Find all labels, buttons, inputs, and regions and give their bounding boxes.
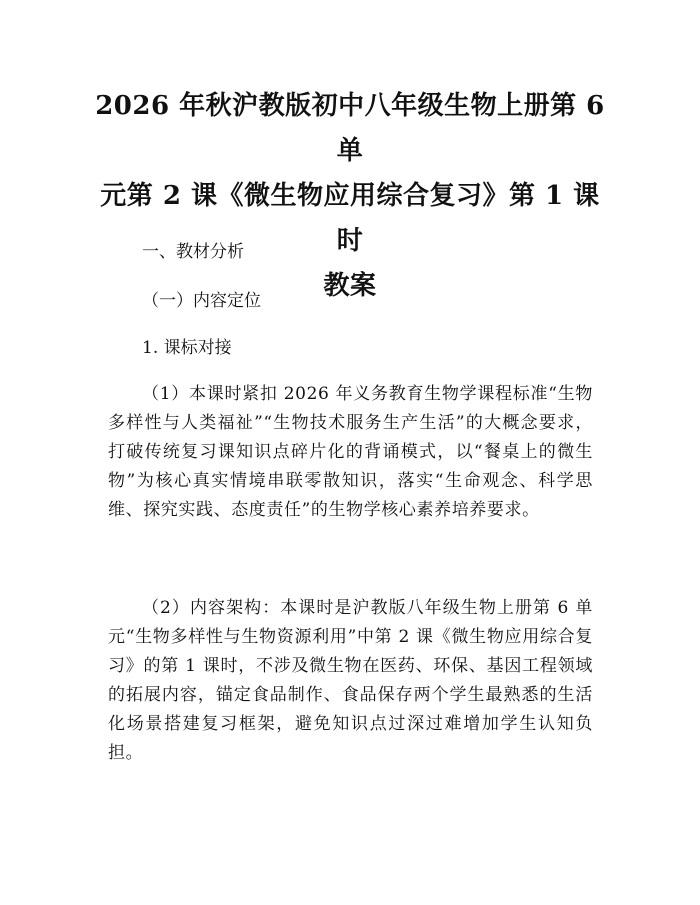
title-line-1: 2026 年秋沪教版初中八年级生物上册第 6 单 (95, 91, 605, 166)
section-heading-teaching-material-analysis: 一、教材分析 (142, 242, 244, 262)
item-heading-curriculum-alignment: 1. 课标对接 (142, 338, 232, 358)
document-title (95, 84, 605, 309)
title-line-2: 元第 2 课《微生物应用综合复习》第 1 课时 (100, 181, 600, 256)
paragraph-curriculum-standard: （1）本课时紧扣 2026 年义务教育生物学课程标准“生物多样性与人类福祉”“生物技术服务生产生活”的大概念要求，打破传统复习课知识点碎片化的背诵模式，以“餐桌上的微生物”为核心真实情境串联零散知识，落实“生命观念、科学思维、探究实践、态度责任”的生物学核心素养培养要求。 (108, 384, 593, 520)
title-line-3: 教案 (323, 271, 377, 301)
paragraph-content-structure: （2）内容架构：本课时是沪教版八年级生物上册第 6 单元“生物多样性与生物资源利用”中第 2 课《微生物应用综合复习》的第 1 课时，不涉及微生物在医药、环保、基因工程领域的拓展内容，锚定食品制作、食品保存两个学生最熟悉的生活化场景搭建复习框架，避免知识点过深过难增加学生认知负担。 (108, 598, 593, 763)
subsection-heading-content-positioning: （一）内容定位 (142, 291, 261, 311)
